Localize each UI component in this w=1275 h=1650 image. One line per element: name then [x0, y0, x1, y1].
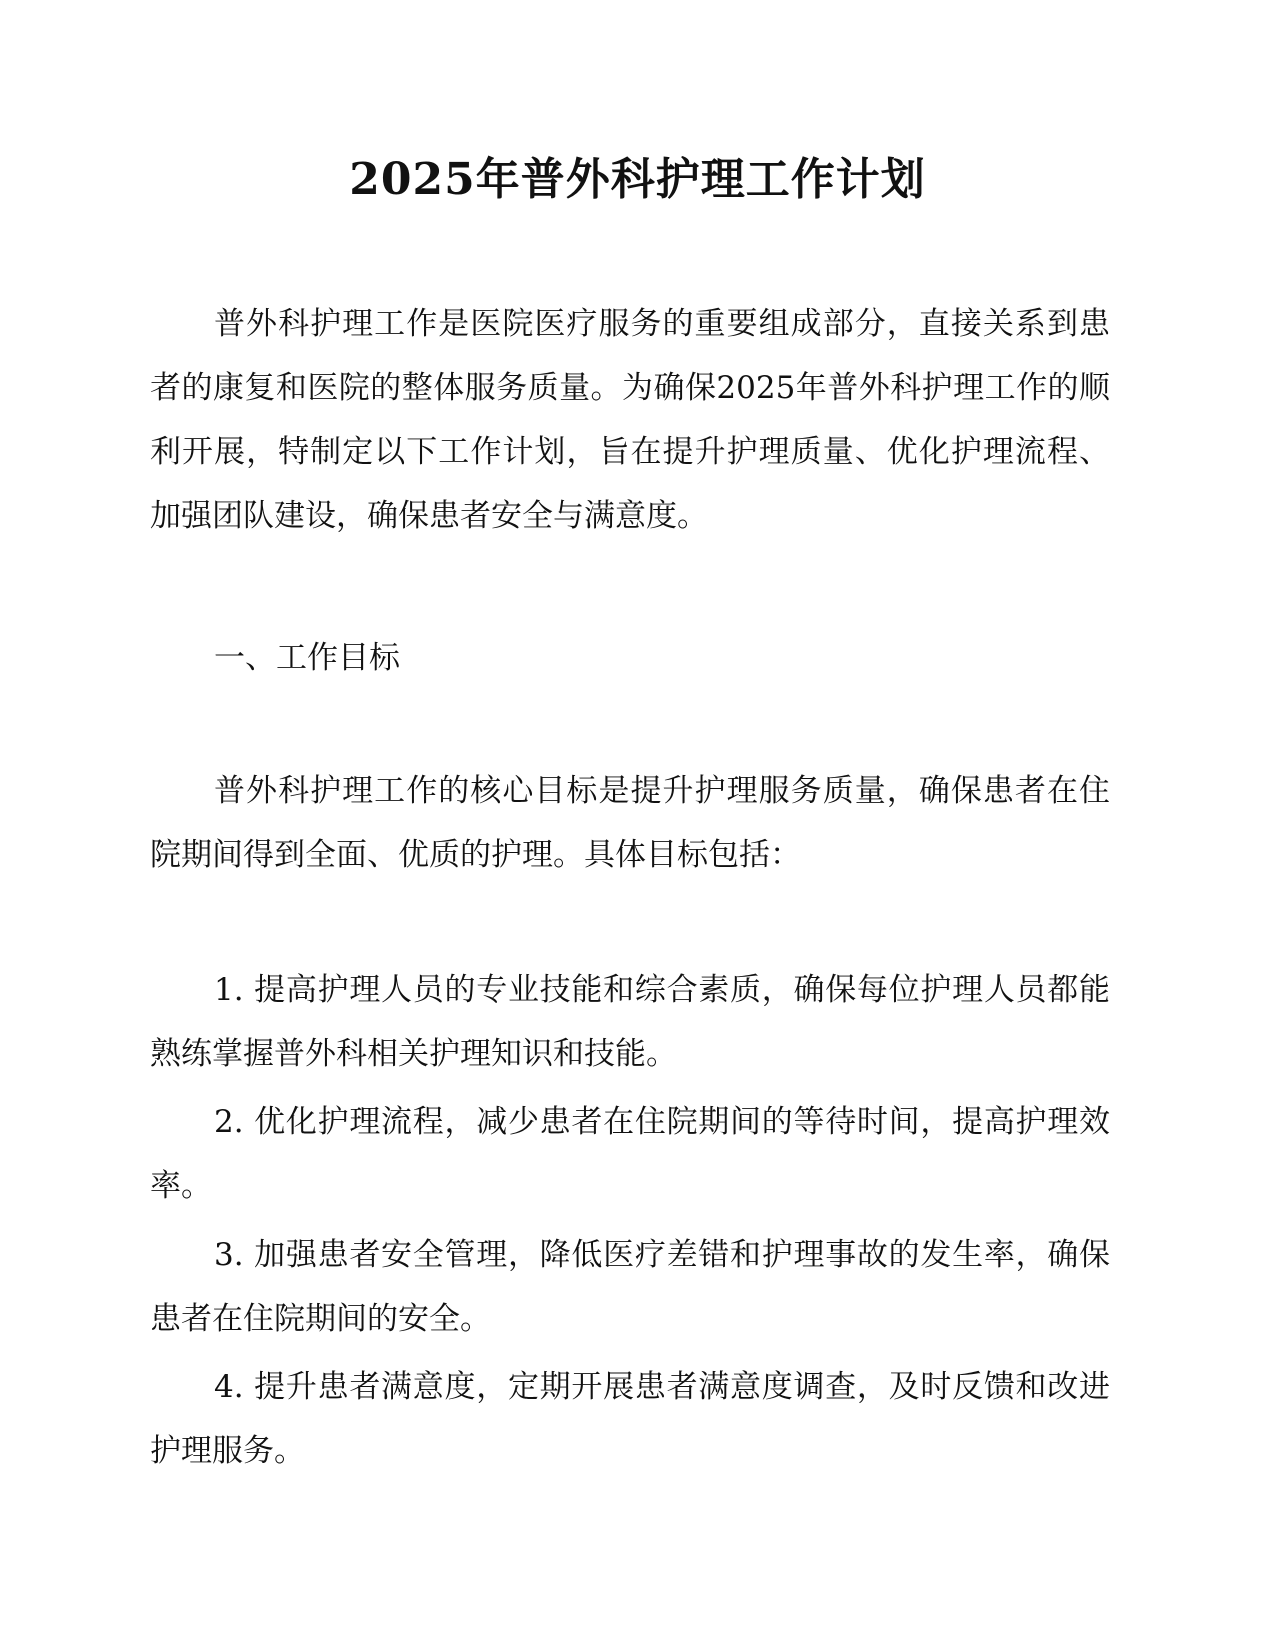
goal-item: 2. 优化护理流程，减少患者在住院期间的等待时间，提高护理效率。 [150, 1104, 1110, 1204]
goal-item: 4. 提升患者满意度，定期开展患者满意度调查，及时反馈和改进护理服务。 [150, 1369, 1110, 1469]
document-title: 2025年普外科护理工作计划 [349, 154, 926, 205]
section-heading: 一、工作目标 [214, 640, 400, 676]
goals-intro-paragraph: 普外科护理工作的核心目标是提升护理服务质量，确保患者在住院期间得到全面、优质的护理。具体目标包括： [150, 773, 1110, 873]
goal-item: 1. 提高护理人员的专业技能和综合素质，确保每位护理人员都能熟练掌握普外科相关护理知识和技能。 [150, 972, 1110, 1072]
intro-paragraph: 普外科护理工作是医院医疗服务的重要组成部分，直接关系到患者的康复和医院的整体服务质量。为确保2025年普外科护理工作的顺利开展，特制定以下工作计划，旨在提升护理质量、优化护理流程、加强团队建设，确保患者安全与满意度。 [150, 306, 1110, 534]
goal-item: 3. 加强患者安全管理，降低医疗差错和护理事故的发生率，确保患者在住院期间的安全。 [150, 1237, 1110, 1337]
